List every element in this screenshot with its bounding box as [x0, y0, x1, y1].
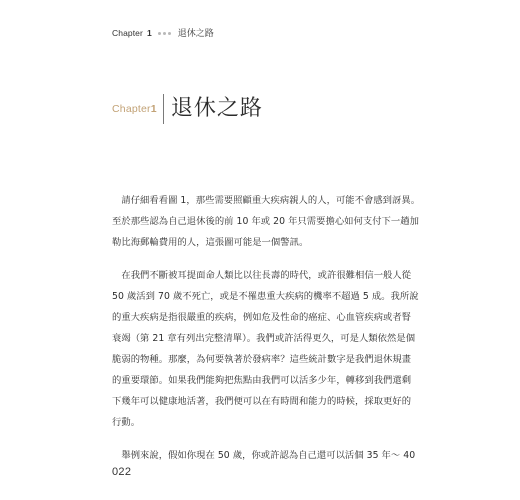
body-line: 至於那些認為自己退休後的前 10 年或 20 年只需要擔心如何支付下一趟加	[112, 216, 419, 227]
body-line: 50 歲活到 70 歲不死亡，或是不罹患重大疾病的機率不超過 5 成。我所說	[112, 291, 419, 302]
running-header	[112, 26, 214, 39]
running-header-title: 退休之路	[177, 29, 214, 39]
body-line: 在我們不斷被耳提面命人類比以往長壽的時代，或許很難相信一般人從	[112, 270, 412, 281]
body-line: 脆弱的物種。那麼，為何要執著於發病率？這些統計數字是我們退休規畫	[112, 354, 412, 365]
body-line: 的重大疾病是指很嚴重的疾病，例如危及性命的癌症、心血管疾病或者腎	[112, 312, 412, 323]
chapter-label	[112, 103, 157, 115]
running-header-chapter-word: Chapter	[112, 28, 143, 38]
body-line: 下幾年可以健康地活著，我們便可以在有時間和能力的時候，採取更好的	[112, 396, 412, 407]
chapter-word: Chapter	[112, 103, 151, 115]
body-line: 請仔細看看圖 1，那些需要照顧重大疾病親人的人，可能不會感到訝異。	[112, 195, 421, 206]
body-line: 舉例來說，假如你現在 50 歲，你或許認為自己還可以活個 35 年～ 40	[112, 450, 416, 461]
body-line: 行動。	[112, 417, 141, 428]
body-line: 勒比海郵輪費用的人，這張圖可能是一個警訊。	[112, 237, 309, 248]
chapter-title: 退休之路	[170, 96, 263, 121]
chapter-divider	[163, 94, 164, 124]
running-header-chapter-number: 1	[146, 28, 152, 38]
body-line: 衰竭（第 21 章有列出完整清單）。我們或許活得更久，可是人類依然是個	[112, 333, 416, 344]
ornament-dots-icon	[158, 32, 171, 35]
chapter-heading	[112, 92, 263, 126]
chapter-number: 1	[150, 103, 157, 115]
body-line: 的重要環節。如果我們能夠把焦點由我們可以活多少年，轉移到我們還剩	[112, 375, 412, 386]
body-text	[112, 190, 421, 466]
page-number: 022	[112, 466, 132, 478]
